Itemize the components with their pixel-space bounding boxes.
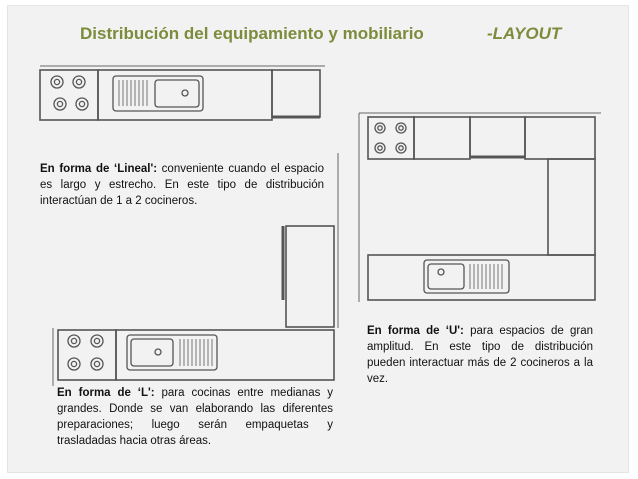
l-stove-icon <box>68 335 103 370</box>
linear-layout-text: conveniente cuando el espacio es largo y estrecho. En este tipo de distribución interactúan de 1 a 2 cocineros. <box>40 163 324 207</box>
u-layout-label: En forma de ‘U': <box>367 325 464 337</box>
l-sink-icon <box>127 335 217 370</box>
slide-title-suffix: -LAYOUT <box>487 24 562 43</box>
u-layout-text: para espacios de gran amplitud. En este tipo de distribución pueden interactuar más de 2 cocineros a la vez. <box>367 325 593 385</box>
l-layout-text: para cocinas entre medianas y grandes. Donde se van elaborando las diferentes preparaciones; luego serán empaquetas y trasladadas hacia otras áreas. <box>57 387 333 447</box>
u-layout-description <box>367 323 593 387</box>
linear-layout-label: En forma de ‘Lineal': <box>40 163 158 175</box>
slide-title: Distribución del equipamiento y mobiliario <box>80 24 424 43</box>
u-layout-plan <box>359 113 601 302</box>
u-stove-icon <box>375 123 406 153</box>
linear-sink-icon <box>113 76 203 111</box>
l-layout-label: En forma de ‘L': <box>57 387 155 399</box>
l-layout-description <box>57 385 333 449</box>
u-sink-icon <box>424 260 509 293</box>
linear-layout-description <box>40 161 324 209</box>
linear-stove-icon <box>51 76 88 110</box>
linear-layout-plan <box>40 66 325 120</box>
